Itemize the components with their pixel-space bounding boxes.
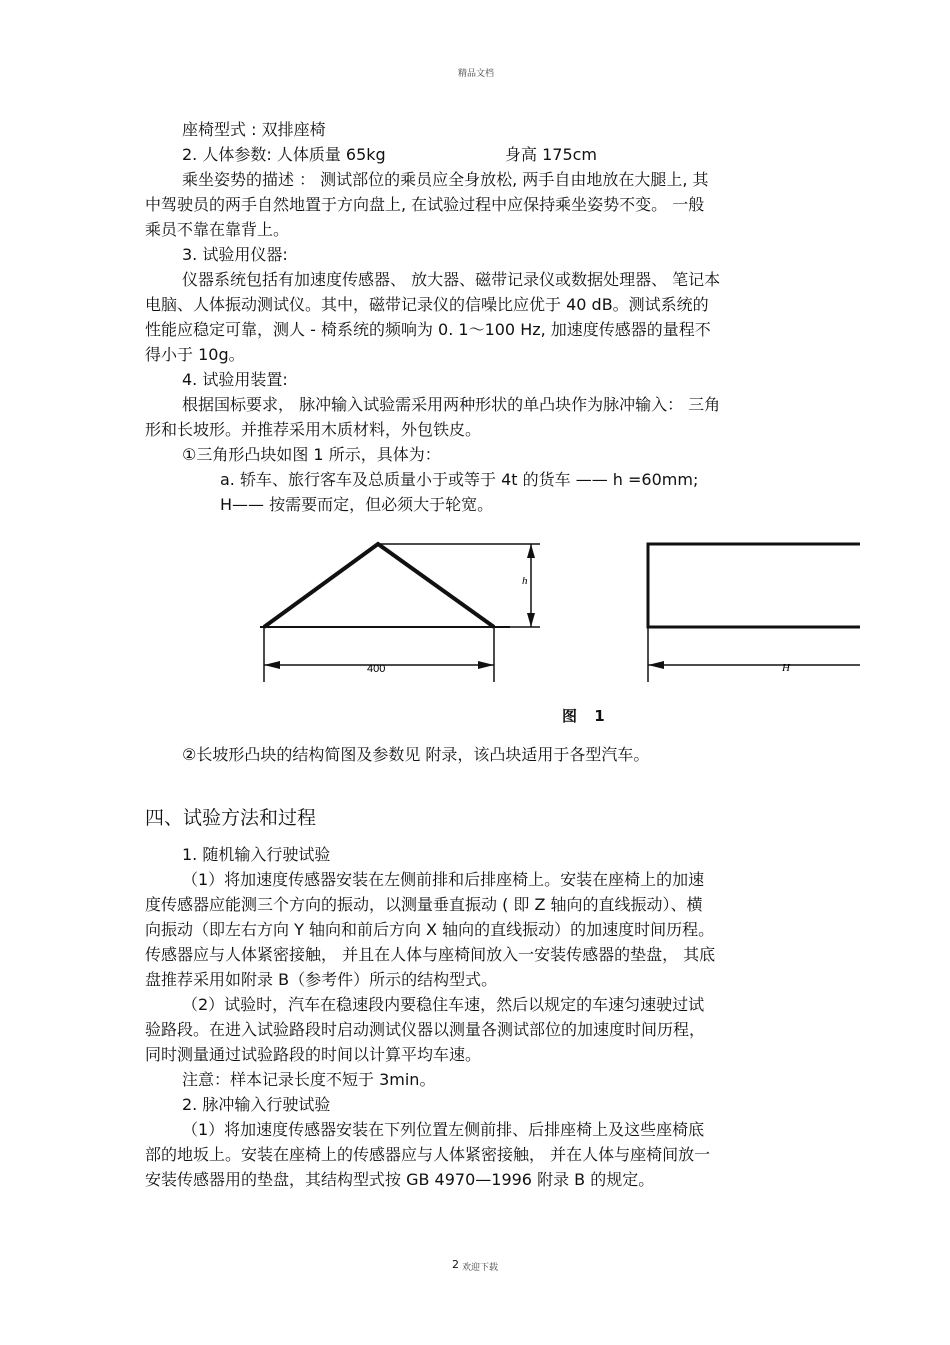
footer-text: 欢迎下载 — [462, 1263, 499, 1273]
text-line: ①三角形凸块如图 1 所示，具体为： — [182, 445, 441, 464]
text-line: 1. 随机输入行驶试验 — [182, 845, 331, 864]
text-line: 形和长坡形。并推荐采用木质材料，外包铁皮。 — [145, 420, 482, 439]
figure-1-drawing — [250, 530, 860, 730]
text-line: 得小于 10g。 — [145, 345, 245, 364]
H-arrow-left — [648, 661, 664, 669]
dim-400-label: 400 — [367, 663, 386, 675]
text-line: （2）试验时，汽车在稳速段内要稳住车速，然后以规定的车速匀速驶过试 — [182, 995, 705, 1014]
figure-caption: 图 1 — [562, 707, 611, 725]
page-number: 2 — [452, 1258, 459, 1271]
header-watermark: 精品文档 — [458, 69, 495, 79]
text-line: （1）将加速度传感器安装在下列位置左侧前排、后排座椅上及这些座椅底 — [182, 1120, 705, 1139]
text-line: 座椅型式 : 双排座椅 — [182, 120, 326, 139]
text-line: 乘坐姿势的描述 ： 测试部位的乘员应全身放松, 两手自由地放在大腿上, 其 — [182, 170, 709, 189]
text-line: 同时测量通过试验路段的时间以计算平均车速。 — [145, 1045, 482, 1064]
text-line: 盘推荐采用如附录 B（参考件）所示的结构型式。 — [145, 970, 498, 989]
section-heading: 四、试验方法和过程 — [145, 807, 317, 829]
text-line: 性能应稳定可靠，测人 - 椅系统的频响为 0. 1～100 Hz, 加速度传感器的量程不 — [145, 320, 711, 339]
text-line: （1）将加速度传感器安装在左侧前排和后排座椅上。安装在座椅上的加速 — [182, 870, 705, 889]
text-line: a. 轿车、旅行客车及总质量小于或等于 4t 的货车 —— h =60mm; — [220, 470, 699, 489]
text-line: 2. 脉冲输入行驶试验 — [182, 1095, 331, 1114]
text-line: 3. 试验用仪器: — [182, 245, 288, 264]
text-line: 传感器应与人体紧密接触， 并且在人体与座椅间放入一安装传感器的垫盘， 其底 — [145, 945, 716, 964]
h-arrow-bottom — [527, 613, 535, 627]
400-arrow-right — [478, 661, 494, 669]
text-line: 4. 试验用装置: — [182, 370, 288, 389]
dim-H-label: H — [782, 662, 790, 674]
text-line: 2. 人体参数: 人体质量 65kg — [182, 145, 386, 164]
text-line: 中驾驶员的两手自然地置于方向盘上, 在试验过程中应保持乘坐姿势不变。 一般 — [145, 195, 705, 214]
text-line: 注意：样本记录长度不短于 3min。 — [182, 1070, 436, 1089]
plan-view-rectangle — [648, 544, 860, 627]
text-line: H—— 按需要而定，但必须大于轮宽。 — [220, 495, 494, 514]
text-line: 乘员不靠在靠背上。 — [145, 220, 290, 239]
400-arrow-left — [264, 661, 280, 669]
text-line: 安装传感器用的垫盘，其结构型式按 GB 4970—1996 附录 B 的规定。 — [145, 1170, 655, 1189]
text-line: 身高 175cm — [505, 145, 598, 164]
text-line: 部的地坂上。安装在座椅上的传感器应与人体紧密接触， 并在人体与座椅间放一 — [145, 1145, 711, 1164]
text-line: 验路段。在进入试验路段时启动测试仪器以测量各测试部位的加速度时间历程， — [145, 1020, 706, 1039]
text-line: ②长坡形凸块的结构简图及参数见 附录，该凸块适用于各型汽车。 — [182, 745, 650, 764]
text-line: 电脑、人体振动测试仪。其中，磁带记录仪的信噪比应优于 40 dB。测试系统的 — [145, 295, 709, 314]
text-line: 向振动（即左右方向 Y 轴向和前后方向 X 轴向的直线振动）的加速度时间历程。 — [145, 920, 715, 939]
text-line: 根据国标要求， 脉冲输入试验需采用两种形状的单凸块作为脉冲输入： 三角 — [182, 395, 721, 414]
text-line: 仪器系统包括有加速度传感器、 放大器、磁带记录仪或数据处理器、 笔记本 — [182, 270, 721, 289]
triangle-bump-outline — [264, 544, 494, 627]
h-arrow-top — [527, 544, 535, 558]
text-line: 度传感器应能测三个方向的振动，以测量垂直振动 ( 即 Z 轴向的直线振动）、横 — [145, 895, 703, 914]
figure-1 — [250, 530, 860, 730]
dim-h-label: h — [522, 575, 528, 587]
